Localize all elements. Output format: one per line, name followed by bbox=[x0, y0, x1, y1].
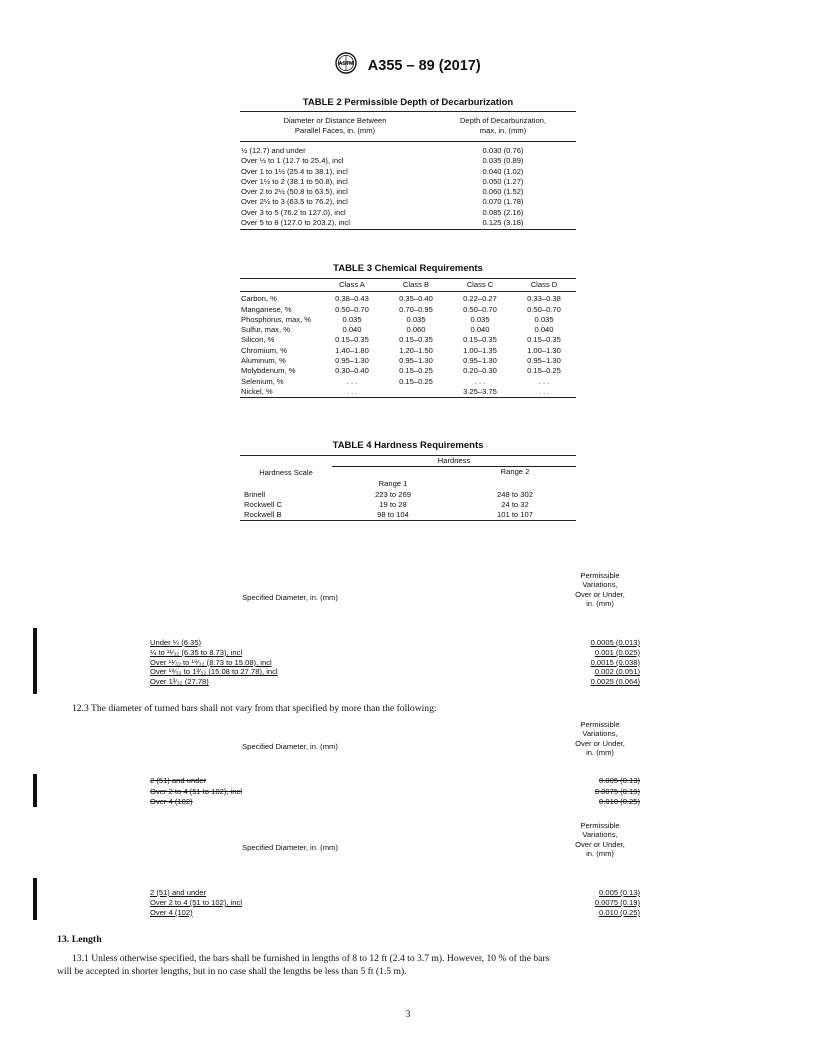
list-item: ¼ to ¹¹⁄₃₂ (6.35 to 8.73), incl 0.001 (0.025) bbox=[150, 647, 640, 657]
list-item: 2 (51) and under 0.005 (0.13) bbox=[150, 888, 640, 897]
table-3-header-class-c: Class C bbox=[448, 279, 512, 292]
list-item: Under ¼ (6.35) 0.0005 (0.013) bbox=[150, 638, 640, 647]
paragraph-13-1-line2: will be accepted in shorter lengths, but in no case shall the lengths be less than 5 ft (1.5 m). bbox=[57, 966, 407, 977]
table-row: Molybdenum, % 0.30–0.40 0.15–0.25 0.20–0.30 0.15–0.25 bbox=[241, 366, 561, 376]
svg-text:ASTM: ASTM bbox=[338, 61, 354, 68]
list-item: Over 1³⁄₃₂ (27.78) 0.0025 (0.064) bbox=[150, 677, 640, 687]
paragraph-13-1-line1: 13.1 Unless otherwise specified, the bars shall be furnished in lengths of 8 to 12 ft (2.4 to 3.7 m). However, 10 % of the bars bbox=[72, 953, 550, 964]
table-4-range2-header: Range 2 bbox=[500, 467, 530, 477]
diameter-rows-deleted bbox=[150, 776, 640, 808]
list-item: Over ¹¹⁄₃₂ to ¹⁹⁄₃₂ (8.73 to 15.08), incl 0.0015 (0.038) bbox=[150, 657, 640, 667]
section-13-heading: 13. Length bbox=[57, 934, 102, 945]
table-row: Over ½ to 1 (12.7 to 25.4), incl 0.035 (0.89) bbox=[241, 156, 524, 166]
table-3-header-class-d: Class D bbox=[512, 279, 576, 292]
table-3-caption: TABLE 3 Chemical Requirements bbox=[333, 263, 483, 274]
table-row: Selenium, % . . . 0.15–0.25 . . . . . . bbox=[241, 376, 550, 386]
table-2-col1-header: Diameter or Distance Between Parallel Faces, in. (mm) bbox=[240, 112, 430, 142]
table-4-scale-header: Hardness Scale bbox=[259, 467, 313, 477]
table-2-grid bbox=[240, 111, 576, 230]
list-item: 2 (51) and under 0.005 (0.13) bbox=[150, 776, 640, 785]
table-row: Chromium, % 1.40–1.80 1.20–1.50 1.00–1.35 1.00–1.30 bbox=[241, 345, 561, 355]
table-row: Phosphorus, max, % 0.035 0.035 0.035 0.035 bbox=[241, 314, 554, 324]
table-row: Over 2 to 2½ (50.8 to 63.5), incl 0.060 (1.52) bbox=[241, 187, 524, 197]
list-item: Over 4 (102) 0.010 (0.25) bbox=[150, 797, 640, 806]
specified-diameter-header: Specified Diameter, in. (mm) bbox=[242, 843, 338, 852]
table-row: Rockwell B 98 to 104 101 to 107 bbox=[240, 510, 576, 521]
specified-diameter-header: Specified Diameter, in. (mm) bbox=[242, 593, 338, 602]
table-row: Silicon, % 0.15–0.35 0.15–0.35 0.15–0.35 0.15–0.35 bbox=[241, 335, 561, 345]
table-row: Rockwell C 19 to 28 24 to 32 bbox=[244, 499, 529, 509]
table-4-hardness-header: Hardness bbox=[332, 456, 576, 467]
permissible-variations-header: Permissible Variations, Over or Under, in. (mm) bbox=[575, 821, 625, 859]
list-item: Over 2 to 4 (51 to 102), incl 0.0075 (0.19) bbox=[150, 786, 640, 796]
table-3-header-class-b: Class B bbox=[384, 279, 448, 292]
diameter-rows bbox=[150, 638, 640, 687]
table-4 bbox=[240, 440, 576, 521]
table-4-grid bbox=[240, 455, 576, 521]
list-item: Over 2 to 4 (51 to 102), incl 0.0075 (0.19) bbox=[150, 898, 640, 907]
diameter-rows-inserted bbox=[150, 888, 640, 918]
table-row: Nickel, % . . . 3.25–3.75 . . . bbox=[241, 386, 550, 396]
list-item: Over ¹⁹⁄₃₂ to 1³⁄₃₂ (15.08 to 27.78), incl 0.002 (0.051) bbox=[150, 667, 640, 677]
table-row: Manganese, % 0.50–0.70 0.70–0.95 0.50–0.70 0.50–0.70 bbox=[241, 304, 561, 314]
astm-logo-icon bbox=[335, 52, 357, 79]
table-4-caption: TABLE 4 Hardness Requirements bbox=[332, 440, 484, 451]
page-header bbox=[0, 52, 816, 79]
change-bar bbox=[33, 878, 37, 920]
change-bar bbox=[33, 628, 37, 694]
table-3 bbox=[240, 263, 576, 398]
table-row: Over 5 to 8 (127.0 to 203.2), incl 0.125 (3.18) bbox=[241, 218, 524, 228]
table-2-caption: TABLE 2 Permissible Depth of Decarburization bbox=[302, 97, 514, 108]
table-row: Over 2½ to 3 (63.5 to 76.2), incl 0.070 (1.78) bbox=[241, 197, 524, 207]
list-item: Over 4 (102) 0.010 (0.25) bbox=[150, 908, 640, 917]
table-3-grid bbox=[240, 278, 576, 398]
table-3-header-class-a: Class A bbox=[320, 279, 384, 292]
table-4-range1-header: Range 1 bbox=[378, 479, 408, 489]
table-row: Over 1 to 1½ (25.4 to 38.1), incl 0.040 (1.02) bbox=[241, 166, 524, 176]
table-3-header-blank bbox=[240, 279, 320, 292]
table-row: Sulfur, max, % 0.040 0.060 0.040 0.040 bbox=[241, 325, 554, 335]
table-row: Over 1½ to 2 (38.1 to 50.8), incl 0.050 (1.27) bbox=[241, 176, 524, 186]
page-number: 3 bbox=[405, 1010, 411, 1020]
permissible-variations-header: Permissible Variations, Over or Under, in. (mm) bbox=[575, 571, 625, 609]
table-2 bbox=[240, 97, 576, 230]
table-row: Over 3 to 5 (76.2 to 127.0), incl 0.085 (2.16) bbox=[241, 207, 524, 217]
table-2-col2-header: Depth of Decarburization, max, in. (mm) bbox=[430, 112, 576, 142]
specified-diameter-header: Specified Diameter, in. (mm) bbox=[242, 742, 338, 751]
paragraph-12-3: 12.3 The diameter of turned bars shall not vary from that specified by more than the following: bbox=[72, 703, 437, 714]
table-row: Aluminum, % 0.95–1.30 0.95–1.30 0.95–1.30 0.95–1.30 bbox=[241, 356, 561, 366]
change-bar bbox=[33, 774, 37, 807]
document-designation: A355 – 89 (2017) bbox=[367, 57, 481, 74]
table-row: Carbon, % 0.38–0.43 0.35–0.40 0.22–0.27 0.33–0.38 bbox=[241, 294, 561, 304]
table-row: ½ (12.7) and under 0.030 (0.76) bbox=[241, 146, 524, 155]
permissible-variations-header: Permissible Variations, Over or Under, in. (mm) bbox=[575, 720, 625, 758]
table-row: Brinell 223 to 269 248 to 302 bbox=[244, 489, 533, 499]
